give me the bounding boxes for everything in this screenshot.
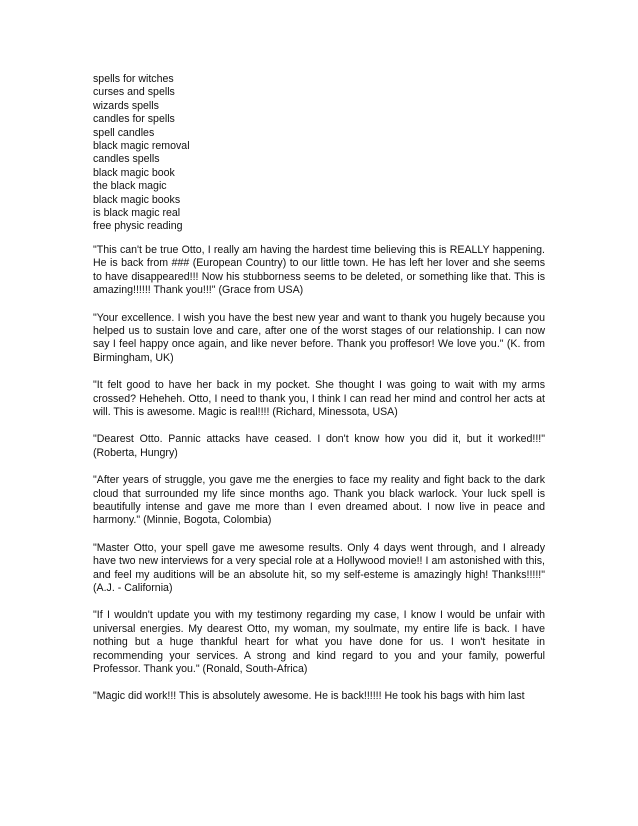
page-content [93,73,545,704]
keyword-item: black magic books [93,193,181,206]
testimonial-paragraph: "If I wouldn't update you with my testimony regarding my case, I know I would be unfair with universal energies. My dearest Otto, my woman, my soulmate, my entire life is back. I have nothing but a huge thankful heart for what you have done for us. I won't hesitate in recommending your services. A strong and kind regard to you and your family, powerful Professor. Thank you." (Ronald, South-Africa) [93,609,545,676]
testimonial-paragraph: "Dearest Otto. Pannic attacks have ceased. I don't know how you did it, but it worked!!!" (Roberta, Hungry) [93,433,545,459]
testimonial-paragraph: "Magic did work!!! This is absolutely awesome. He is back!!!!!! He took his bags with him last [93,690,525,703]
testimonial-paragraph: "It felt good to have her back in my pocket. She thought I was going to wait with my arms crossed? Heheheh. Otto, I need to thank you, I think I can read her mind and control her acts at will. This is awesome. Magic is real!!!! (Richard, Minessota, USA) [93,379,545,418]
testimonial-paragraph: "Master Otto, your spell gave me awesome results. Only 4 days went through, and I already have two new interviews for a very special role at a Hollywood movie!! I am astonished with this, and feel my auditions will be an absolute hit, so my self-esteme is amazingly high! Thanks!!!!!" (A.J. - California) [93,541,545,594]
keyword-item: candles spells [93,153,160,166]
keyword-item: spell candles [93,126,155,139]
keyword-item: spells for witches [93,73,174,85]
testimonial-paragraph: "After years of struggle, you gave me the energies to face my reality and fight back to the dark cloud that surrounded my life since months ago. Thank you black warlock. Your luck spell is beautifully intense and gave me more than I even dreamed about. I now live in peace and harmony." (Minnie, Bogota, Colombia) [93,474,545,527]
keyword-item: free physic reading [93,220,183,233]
keyword-item: is black magic real [93,207,181,220]
keyword-item: black magic book [93,166,175,179]
testimonial-paragraph: "This can't be true Otto, I really am having the hardest time believing this is REALLY happening. He is back from ### (European Country) to our little town. He has left her lover and she seems to have disappeared!!! Now his stubborness seems to be deleted, or something like that. This is amazing!!!!!! Thank you!!!" (Grace from USA) [93,243,545,297]
keyword-list [93,73,545,234]
keyword-item: wizards spells [93,99,159,112]
testimonial-paragraph: "Your excellence. I wish you have the best new year and want to thank you hugely because you helped us to sustain love and care, after one of the worst stages of our relationship. I can now say I feel happy once again, and like never before. Thank you proffesor! We love you." (K. from Birmingham, UK) [93,311,545,364]
keyword-item: candles for spells [93,113,175,126]
keyword-item: black magic removal [93,140,190,153]
keyword-item: the black magic [93,180,167,193]
keyword-item: curses and spells [93,86,175,99]
testimonials-section [93,244,545,704]
